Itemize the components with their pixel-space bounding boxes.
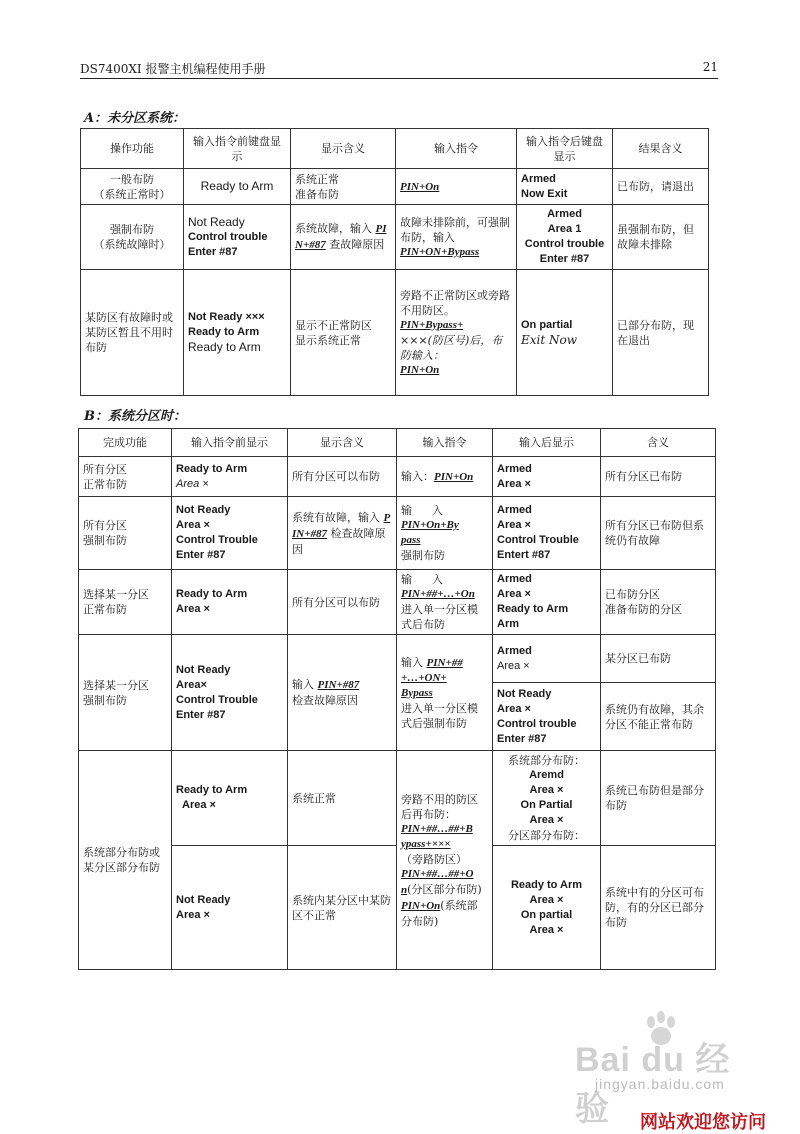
meaning-cell: 所有分区可以布防 bbox=[288, 570, 397, 635]
display-after-cell: Not Ready Area × Control trouble Enter #87 bbox=[493, 683, 601, 751]
section-a-title: A：未分区系统： bbox=[84, 111, 186, 126]
command-cell: 输入：PIN+On bbox=[397, 457, 493, 497]
display-before-cell: Not Ready Area × Control Trouble Enter #87 bbox=[172, 497, 288, 570]
table-b-header-cell: 输入后显示 bbox=[493, 429, 601, 457]
table-a bbox=[80, 128, 709, 396]
meaning-cell: 所有分区可以布防 bbox=[288, 457, 397, 497]
table-a-header-cell: 显示含义 bbox=[291, 129, 396, 169]
display-before-cell: Not Ready Area × bbox=[172, 846, 288, 970]
table-b-header-row bbox=[79, 429, 716, 457]
table-b-header-cell: 含义 bbox=[601, 429, 716, 457]
command-cell: 旁路不用的防区后再布防： PIN+##…##+B ypass+××× （旁路防区） PIN+##…##+O n(分区部分布防) PIN+On(系统部分布防) bbox=[397, 751, 493, 970]
function-cell: 一般布防 （系统正常时） bbox=[81, 169, 184, 205]
document-title: DS7400XI 报警主机编程使用手册 bbox=[80, 62, 266, 76]
table-row bbox=[79, 635, 716, 683]
result-cell: 所有分区已布防 bbox=[601, 457, 716, 497]
display-after-cell: Armed Area × bbox=[493, 457, 601, 497]
result-cell: 系统仍有故障，其余分区不能正常布防 bbox=[601, 683, 716, 751]
section-b-title: B：系统分区时： bbox=[84, 409, 186, 424]
table-a-header-row bbox=[81, 129, 709, 169]
meaning-cell: 显示不正常防区 显示系统正常 bbox=[291, 270, 396, 396]
display-before-cell: Ready to Arm bbox=[184, 169, 291, 205]
result-cell: 已部分布防，现在退出 bbox=[613, 270, 709, 396]
result-cell: 系统中有的分区可布防，有的分区已部分布防 bbox=[601, 846, 716, 970]
display-after-cell: Ready to Arm Area × On partial Area × bbox=[493, 846, 601, 970]
command-cell: 旁路不正常防区或旁路不用防区。 PIN+Bypass+ ×××(防区号)后，布防输入： PIN+On bbox=[396, 270, 517, 396]
result-cell: 已布防，请退出 bbox=[613, 169, 709, 205]
table-row bbox=[79, 457, 716, 497]
table-a-header-cell: 输入指令 bbox=[396, 129, 517, 169]
function-cell: 强制布防 （系统故障时） bbox=[81, 205, 184, 270]
result-cell: 所有分区已布防但系统仍有故障 bbox=[601, 497, 716, 570]
table-b-header-cell: 输入指令 bbox=[397, 429, 493, 457]
table-row bbox=[81, 270, 709, 396]
page-number: 21 bbox=[702, 60, 718, 74]
display-after-cell: 系统部分布防： Aremd Area × On Partial Area × 分区部分布防： bbox=[493, 751, 601, 846]
result-cell: 已布防分区 准备布防的分区 bbox=[601, 570, 716, 635]
display-before-cell: Ready to Arm Area × bbox=[172, 570, 288, 635]
table-b-header-cell: 显示含义 bbox=[288, 429, 397, 457]
meaning-cell: 系统内某分区中某防区不正常 bbox=[288, 846, 397, 970]
table-b bbox=[78, 428, 716, 970]
display-before-cell: Not Ready Control trouble Enter #87 bbox=[184, 205, 291, 270]
function-cell: 选择某一分区 强制布防 bbox=[79, 635, 172, 751]
function-cell: 选择某一分区 正常布防 bbox=[79, 570, 172, 635]
page-header bbox=[80, 58, 718, 79]
watermark-url: jingyan.baidu.com bbox=[595, 1076, 725, 1092]
command-cell: 输入 PIN+##+…+On 进入单一分区模式后布防 bbox=[397, 570, 493, 635]
meaning-cell: 输入 PIN+#87 检查故障原因 bbox=[288, 635, 397, 751]
table-b-header-cell: 完成功能 bbox=[79, 429, 172, 457]
display-after-cell: Armed Now Exit bbox=[517, 169, 613, 205]
result-cell: 虽强制布防，但故障未排除 bbox=[613, 205, 709, 270]
meaning-cell: 系统故障，输入 PIN+#87 查故障原因 bbox=[291, 205, 396, 270]
meaning-cell: 系统正常 准备布防 bbox=[291, 169, 396, 205]
function-cell: 系统部分布防或某分区部分布防 bbox=[79, 751, 172, 970]
meaning-cell: 系统正常 bbox=[288, 751, 397, 846]
command-cell: PIN+On bbox=[396, 169, 517, 205]
display-before-cell: Ready to Arm Area × bbox=[172, 751, 288, 846]
display-after-cell: Armed Area 1 Control trouble Enter #87 bbox=[517, 205, 613, 270]
command-cell: 输入 PIN+On+By pass 强制布防 bbox=[397, 497, 493, 570]
display-before-cell: Ready to Arm Area × bbox=[172, 457, 288, 497]
function-cell: 所有分区 正常布防 bbox=[79, 457, 172, 497]
meaning-cell: 系统有故障，输入 PIN+#87 检查故障原因 bbox=[288, 497, 397, 570]
table-a-header-cell: 输入指令前键盘显示 bbox=[184, 129, 291, 169]
site-banner-text: 网站欢迎您访问 bbox=[640, 1112, 766, 1133]
watermark-logo: Bai du 经验 bbox=[575, 1041, 731, 1128]
result-cell: 某分区已布防 bbox=[601, 635, 716, 683]
table-a-header-cell: 结果含义 bbox=[613, 129, 709, 169]
table-row bbox=[79, 497, 716, 570]
table-row bbox=[81, 205, 709, 270]
function-cell: 某防区有故障时或某防区暂且不用时布防 bbox=[81, 270, 184, 396]
table-a-header-cell: 输入指令后键盘显示 bbox=[517, 129, 613, 169]
result-cell: 系统已布防但是部分布防 bbox=[601, 751, 716, 846]
table-a-header-cell: 操作功能 bbox=[81, 129, 184, 169]
table-b-header-cell: 输入指令前显示 bbox=[172, 429, 288, 457]
display-after-cell: Armed Area × Ready to Arm Arm bbox=[493, 570, 601, 635]
display-after-cell: Armed Area × bbox=[493, 635, 601, 683]
command-cell: 输入 PIN+## +…+ON+ Bypass 进入单一分区模式后强制布防 bbox=[397, 635, 493, 751]
table-row bbox=[79, 570, 716, 635]
display-before-cell: Not Ready Area× Control Trouble Enter #87 bbox=[172, 635, 288, 751]
table-row bbox=[81, 169, 709, 205]
table-row bbox=[79, 751, 716, 846]
command-cell: 故障未排除前，可强制布防，输入 PIN+ON+Bypass bbox=[396, 205, 517, 270]
display-after-cell: On partial Exit Now bbox=[517, 270, 613, 396]
function-cell: 所有分区 强制布防 bbox=[79, 497, 172, 570]
display-before-cell: Not Ready ××× Ready to Arm Ready to Arm bbox=[184, 270, 291, 396]
display-after-cell: Armed Area × Control Trouble Entert #87 bbox=[493, 497, 601, 570]
